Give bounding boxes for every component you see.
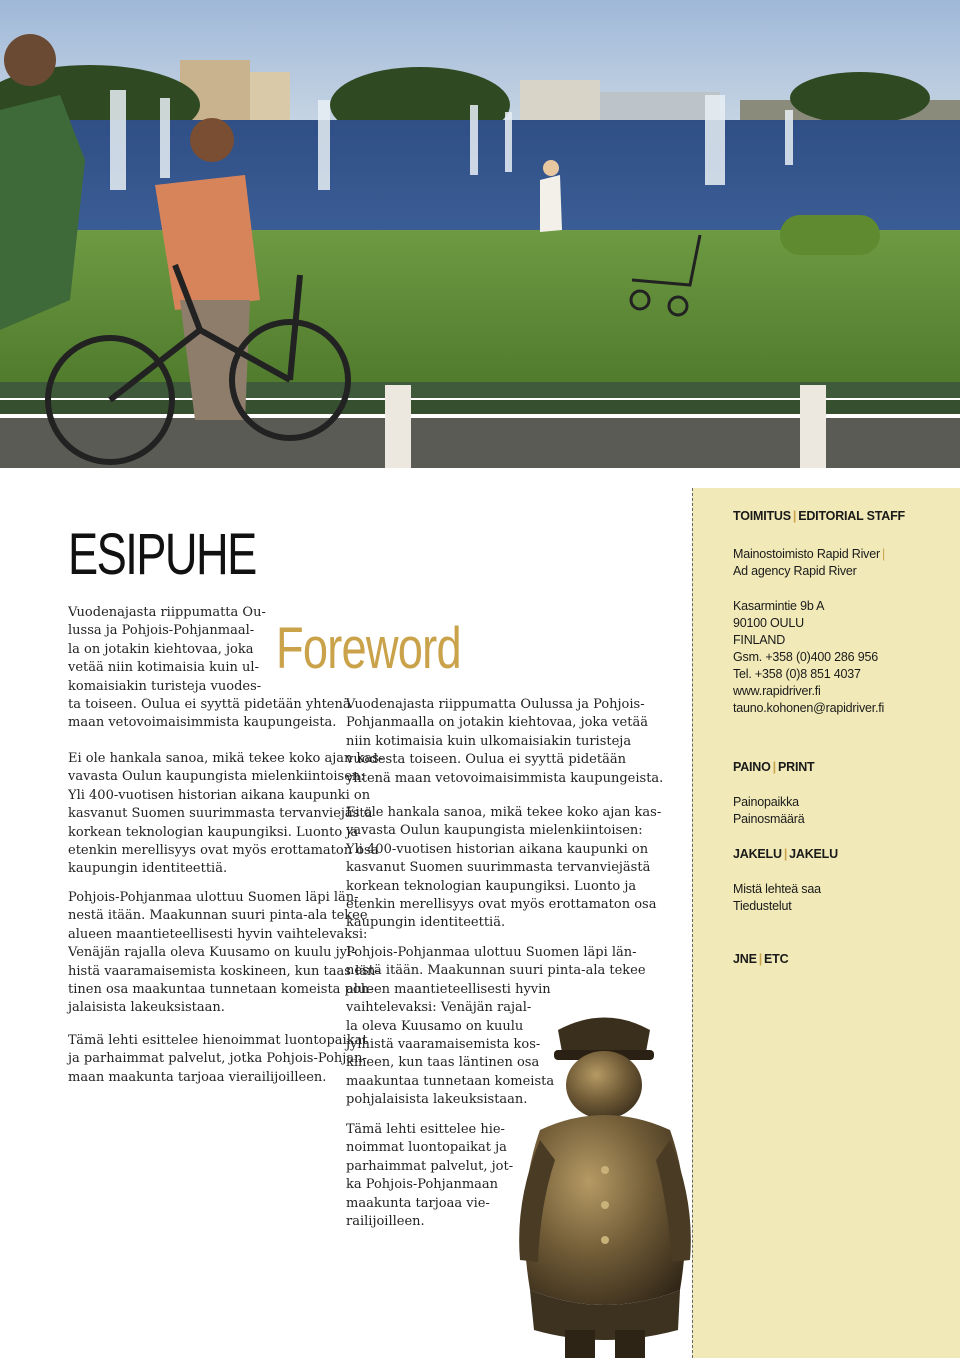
english-paragraph-4: Tämä lehti esittelee hie- noimmat luontopaikat ja parhaimmat palvelut, jot- ka Pohjois-Pohjanmaan maakunta tarjoaa vie- railijoilleen.	[346, 1122, 514, 1230]
address-line: FINLAND	[733, 633, 786, 647]
english-paragraph-3: Pohjois-Pohjanmaa ulottuu Suomen läpi län- nestä itään. Maakunnan suuri pinta-ala tekee alueen maantieteellisesti hyvin vaihtelevaksi: Venäjän rajal- la oleva Kuusamo on kuulu jylhistä vaaramaisemista kos- kineen, kun taas läntinen osa maakuntaa tunnetaan komeista pohjalaisista lakeuksistaan.	[346, 945, 646, 1108]
finnish-paragraph-1: Vuodenajasta riippumatta Ou- lussa ja Pohjois-Pohjanmaal- la on jotakin kiehtovaa, joka vetää niin kotimaisia kuin ul- komaisiakin turisteja vuodes- ta toiseen. Oulua ei syyttä pidetään yhtenä maan vetovoimaisimmista kaupungeista.	[68, 605, 351, 731]
statue-image	[510, 1000, 700, 1358]
distribution-heading: JAKELU | JAKELU	[733, 847, 838, 861]
editorial-staff-heading: TOIMITUS | EDITORIAL STAFF	[733, 509, 905, 523]
website-link[interactable]: www.rapidriver.fi	[733, 684, 821, 698]
tel-number: Tel. +358 (0)8 851 4037	[733, 667, 861, 681]
address-line: Kasarmintie 9b A	[733, 599, 825, 613]
email-link[interactable]: tauno.kohonen@rapidriver.fi	[733, 701, 885, 715]
park-fountain-illustration	[0, 0, 960, 468]
policeman-statue-illustration	[510, 1000, 700, 1358]
page-title: ESIPUHE	[68, 522, 256, 587]
agency-name: Mainostoimisto Rapid River | Ad agency Rapid River	[733, 547, 885, 578]
finnish-paragraph-4: Tämä lehti esittelee hienoimmat luontopaikat ja parhaimmat palvelut, jotka Pohjois-Pohjan- maan maakunta tarjoaa vierailijoilleen.	[68, 1033, 368, 1085]
english-paragraph-2: Ei ole hankala sanoa, mikä tekee koko ajan kas- vavasta Oulun kaupungista mielenkiintoisen: Yli 400-vuotisen historian aikana kaupunki on kasvanut Suomen suurimmasta tervanviejästä korkean teknologian kaupungiksi. Luonto ja etenkin merellisyys ovat myös erottamaton osa kaupungin identiteettiä.	[346, 805, 662, 931]
print-details: Painopaikka Painosmäärä	[733, 795, 805, 826]
finnish-paragraph-3: Pohjois-Pohjanmaa ulottuu Suomen läpi län- nestä itään. Maakunnan suuri pinta-ala tekee alueen maantieteellisesti hyvin vaihtelevaksi: Venäjän rajalla oleva Kuusamo on kuulu jyl- histä vaaramaisemista koskineen, kun taas län- tinen osa maakuntaa tunnetaan komeista poh- jalaisista lakeuksistaan.	[68, 890, 380, 1016]
gsm-number: Gsm. +358 (0)400 286 956	[733, 650, 878, 664]
finnish-paragraph-2: Ei ole hankala sanoa, mikä tekee koko ajan kas- vavasta Oulun kaupungista mielenkiintoisen: Yli 400-vuotisen historian aikana kaupunki on kasvanut Suomen suurimmasta tervanviejästä korkean teknologian kaupungiksi. Luonto ja etenkin merellisyys ovat myös erottamaton osa kaupungin identiteettiä.	[68, 751, 384, 877]
agency-contact	[733, 598, 953, 717]
header-photo	[0, 0, 960, 468]
distribution-details: Mistä lehteä saa Tiedustelut	[733, 882, 821, 913]
print-heading: PAINO | PRINT	[733, 760, 815, 774]
etc-heading: JNE | ETC	[733, 952, 789, 966]
address-line: 90100 OULU	[733, 616, 804, 630]
english-paragraph-1: Vuodenajasta riippumatta Oulussa ja Pohjois- Pohjanmaalla on jotakin kiehtovaa, joka vetää niin kotimaisia kuin ulkomaisiakin turisteja vuodesta toiseen. Oulua ei syyttä pidetään yhtenä maan vetovoimaisimmista kaupungeista.	[346, 697, 664, 786]
section-title-foreword: Foreword	[276, 616, 461, 681]
